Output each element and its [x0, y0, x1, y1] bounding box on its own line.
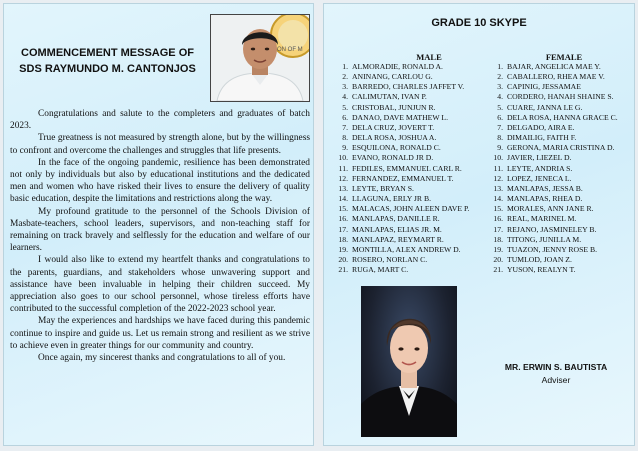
message-paragraph: My profound gratitude to the personnel of the Schools Division of Masbate-teachers, school leaders, supervisors, and non-teaching staff for remaining on track bravely and selflessly for the education and welfare of our learners.	[10, 206, 310, 254]
student-name-item	[332, 103, 482, 113]
student-name-item	[332, 194, 482, 204]
student-name: MANLAPAS, ELIAS JR. M.	[352, 224, 442, 234]
student-name-item	[487, 82, 634, 92]
student-name: BARREDO, CHARLES JAFFET V.	[352, 82, 465, 92]
list-number: 4.	[342, 92, 348, 102]
student-name: TITONG, JUNILLA M.	[507, 234, 582, 244]
student-name-item	[487, 265, 634, 275]
student-name: YUSON, REALYN T.	[507, 265, 576, 275]
list-number: 5.	[497, 102, 503, 112]
student-name-item	[332, 143, 482, 153]
message-paragraph: I would also like to extend my heartfelt thanks and congratulations to the parents, guardians, and stakeholders whose unwavering support and assistance have been invaluable in helping their children succeed. My appreciation also goes to our school personnel, whose tireless efforts have contributed to the successful completion of the 2022-2023 school year.	[10, 255, 310, 315]
list-number: 20.	[493, 254, 503, 264]
list-number: 14.	[338, 194, 348, 204]
student-name-item	[332, 82, 482, 92]
student-name: CRISTOBAL, JUNJUN R.	[352, 102, 436, 112]
student-name: DELGADO, AIRA E.	[507, 122, 575, 132]
student-name: DANAO, DAVE MATHEW L.	[352, 112, 449, 122]
list-number: 17.	[493, 224, 503, 234]
list-number: 2.	[497, 72, 503, 82]
student-name-item	[487, 153, 634, 163]
message-paragraph: In the face of the ongoing pandemic, resilience has been demonstrated not only by individuals but also by educational institutions and the dedicated men and women who have risked their lives to ensure the delivery of quality basic education, despite the limitations and restrictions along the way.	[10, 157, 310, 205]
student-name-item	[332, 245, 482, 255]
message-title-line1: COMMENCEMENT MESSAGE OF	[21, 47, 194, 59]
student-name-item	[487, 143, 634, 153]
student-name: LEYTE, ANDRIA S.	[507, 163, 573, 173]
student-name-item	[332, 174, 482, 184]
list-number: 7.	[497, 122, 503, 132]
list-number: 6.	[497, 112, 503, 122]
list-number: 8.	[342, 133, 348, 143]
message-paragraph: True greatness is not measured by strength alone, but by the willingness to confront and overcome the challenges and struggles that life presents.	[10, 133, 310, 156]
list-number: 13.	[493, 183, 503, 193]
student-name: MORALES, ANN JANE R.	[507, 204, 594, 214]
student-name: MANLAPAS, JESSA B.	[507, 183, 583, 193]
student-name: MANLAPAS, RHEA D.	[507, 194, 583, 204]
student-name-item	[487, 72, 634, 82]
list-number: 13.	[338, 183, 348, 193]
student-name: ANINANG, CARLOU G.	[352, 72, 433, 82]
student-name: MANLAPAZ, REYMART R.	[352, 234, 444, 244]
student-name: MALACAS, JOHN ALEEN DAVE P.	[352, 204, 470, 214]
student-name: FERNANDEZ, EMMANUEL T.	[352, 173, 454, 183]
student-name-item	[332, 225, 482, 235]
student-name: CALIMUTAN, IVAN P.	[352, 92, 427, 102]
student-name: LLAGUNA, ERLY JR B.	[352, 194, 432, 204]
list-number: 18.	[493, 234, 503, 244]
student-name-item	[332, 72, 482, 82]
list-number: 15.	[338, 204, 348, 214]
logo-seal-text: ON OF M	[277, 47, 303, 53]
list-number: 7.	[342, 122, 348, 132]
student-name-item	[332, 92, 482, 102]
male-student-list	[332, 62, 482, 275]
student-name-item	[487, 133, 634, 143]
male-column-header: MALE	[416, 52, 442, 62]
message-title	[10, 45, 205, 77]
student-name-item	[332, 184, 482, 194]
student-name: ESQUILONA, RONALD C.	[352, 143, 441, 153]
list-number: 1.	[342, 62, 348, 71]
message-page	[3, 3, 314, 446]
student-name: CORDERO, HANAH SHAINE S.	[507, 92, 614, 102]
message-title-line2: SDS RAYMUNDO M. CANTONJOS	[19, 63, 196, 75]
list-number: 8.	[497, 133, 503, 143]
student-name-item	[332, 204, 482, 214]
sds-portrait-photo	[210, 14, 310, 102]
student-name-item	[487, 245, 634, 255]
student-name-item	[487, 103, 634, 113]
list-number: 19.	[493, 244, 503, 254]
student-name-item	[332, 265, 482, 275]
message-paragraph: May the experiences and hardships we have faced during this pandemic continue to inspire and guide us. Let us remain strong and resilient as we strive to achieve even in greater things for our community and country.	[10, 316, 310, 351]
student-name-item	[332, 113, 482, 123]
list-number: 3.	[497, 82, 503, 92]
list-number: 11.	[493, 163, 503, 173]
student-name-item	[332, 164, 482, 174]
student-name: CUARE, JANNA LE G.	[507, 102, 583, 112]
female-column-header: FEMALE	[545, 52, 583, 62]
student-name: DELA CRUZ, JOVERT T.	[352, 122, 435, 132]
list-number: 6.	[342, 112, 348, 122]
list-number: 15.	[493, 204, 503, 214]
student-name-item	[332, 255, 482, 265]
list-number: 11.	[338, 163, 348, 173]
student-name: FEDILES, EMMANUEL CARL R.	[352, 163, 462, 173]
student-name-item	[487, 164, 634, 174]
student-name-item	[332, 153, 482, 163]
student-name: TUAZON, JENNY ROSE B.	[507, 244, 598, 254]
student-name: ROSERO, NORLAN C.	[352, 254, 428, 264]
list-number: 19.	[338, 244, 348, 254]
list-number: 16.	[338, 214, 348, 224]
student-name-item	[487, 62, 634, 72]
list-number: 21.	[338, 265, 348, 275]
list-number: 9.	[342, 143, 348, 153]
list-number: 9.	[497, 143, 503, 153]
student-name: TUMLOD, JOAN Z.	[507, 254, 572, 264]
adviser-role: Adviser	[541, 375, 571, 385]
list-number: 10.	[493, 153, 503, 163]
list-number: 16.	[493, 214, 503, 224]
section-title: GRADE 10 SKYPE	[431, 17, 527, 29]
student-name: BAJAR, ANGELICA MAE Y.	[507, 62, 601, 71]
list-number: 1.	[497, 62, 503, 71]
student-name-item	[487, 92, 634, 102]
student-name-item	[487, 174, 634, 184]
adviser-portrait-photo	[361, 286, 457, 437]
message-body	[10, 108, 310, 364]
class-roster-page	[323, 3, 635, 446]
list-number: 4.	[497, 92, 503, 102]
student-name: CABALLERO, RHEA MAE V.	[507, 72, 605, 82]
list-number: 21.	[493, 265, 503, 275]
list-number: 10.	[338, 153, 348, 163]
student-name-item	[487, 123, 634, 133]
student-name: CAPINIG, JESSAMAE	[507, 82, 581, 92]
student-name-item	[487, 184, 634, 194]
list-number: 18.	[338, 234, 348, 244]
list-number: 12.	[338, 173, 348, 183]
list-number: 5.	[342, 102, 348, 112]
student-name-item	[332, 235, 482, 245]
student-name: EVANO, RONALD JR D.	[352, 153, 434, 163]
female-student-list	[487, 62, 634, 275]
message-paragraph: Congratulations and salute to the completers and graduates of batch 2023.	[10, 109, 310, 132]
student-name: ALMORADIE, RONALD A.	[352, 62, 443, 71]
list-number: 3.	[342, 82, 348, 92]
adviser-name: MR. ERWIN S. BAUTISTA	[504, 362, 608, 372]
student-name-item	[332, 62, 482, 72]
student-name: DELA ROSA, HANNA GRACE C.	[507, 112, 618, 122]
student-name: DIMAILIG, FAITH F.	[507, 133, 577, 143]
student-name-item	[487, 235, 634, 245]
student-name: RUGA, MART C.	[352, 265, 409, 275]
student-name-item	[487, 194, 634, 204]
student-name: REAL, MARINEL M.	[507, 214, 577, 224]
student-name: MANLAPAS, DANILLE R.	[352, 214, 440, 224]
student-name: REJANO, JASMINELEY B.	[507, 224, 597, 234]
student-name-item	[487, 255, 634, 265]
student-name: GERONA, MARIA CRISTINA D.	[507, 143, 615, 153]
student-name-item	[332, 123, 482, 133]
student-name: DELA ROSA, JOSHUA A.	[352, 133, 437, 143]
list-number: 2.	[342, 72, 348, 82]
student-name: LEYTE, BRYAN S.	[352, 183, 414, 193]
student-name-item	[487, 204, 634, 214]
student-name: MONTILLA, ALEX ANDREW D.	[352, 244, 461, 254]
student-name-item	[487, 113, 634, 123]
student-name-item	[487, 225, 634, 235]
list-number: 12.	[493, 173, 503, 183]
student-name: JAVIER, LIEZEL D.	[507, 153, 572, 163]
list-number: 17.	[338, 224, 348, 234]
list-number: 14.	[493, 194, 503, 204]
list-number: 20.	[338, 254, 348, 264]
student-name-item	[487, 214, 634, 224]
student-name-item	[332, 133, 482, 143]
student-name-item	[332, 214, 482, 224]
student-name: LOPEZ, JENECA L.	[507, 173, 572, 183]
message-paragraph: Once again, my sincerest thanks and congratulations to all of you.	[38, 353, 286, 364]
